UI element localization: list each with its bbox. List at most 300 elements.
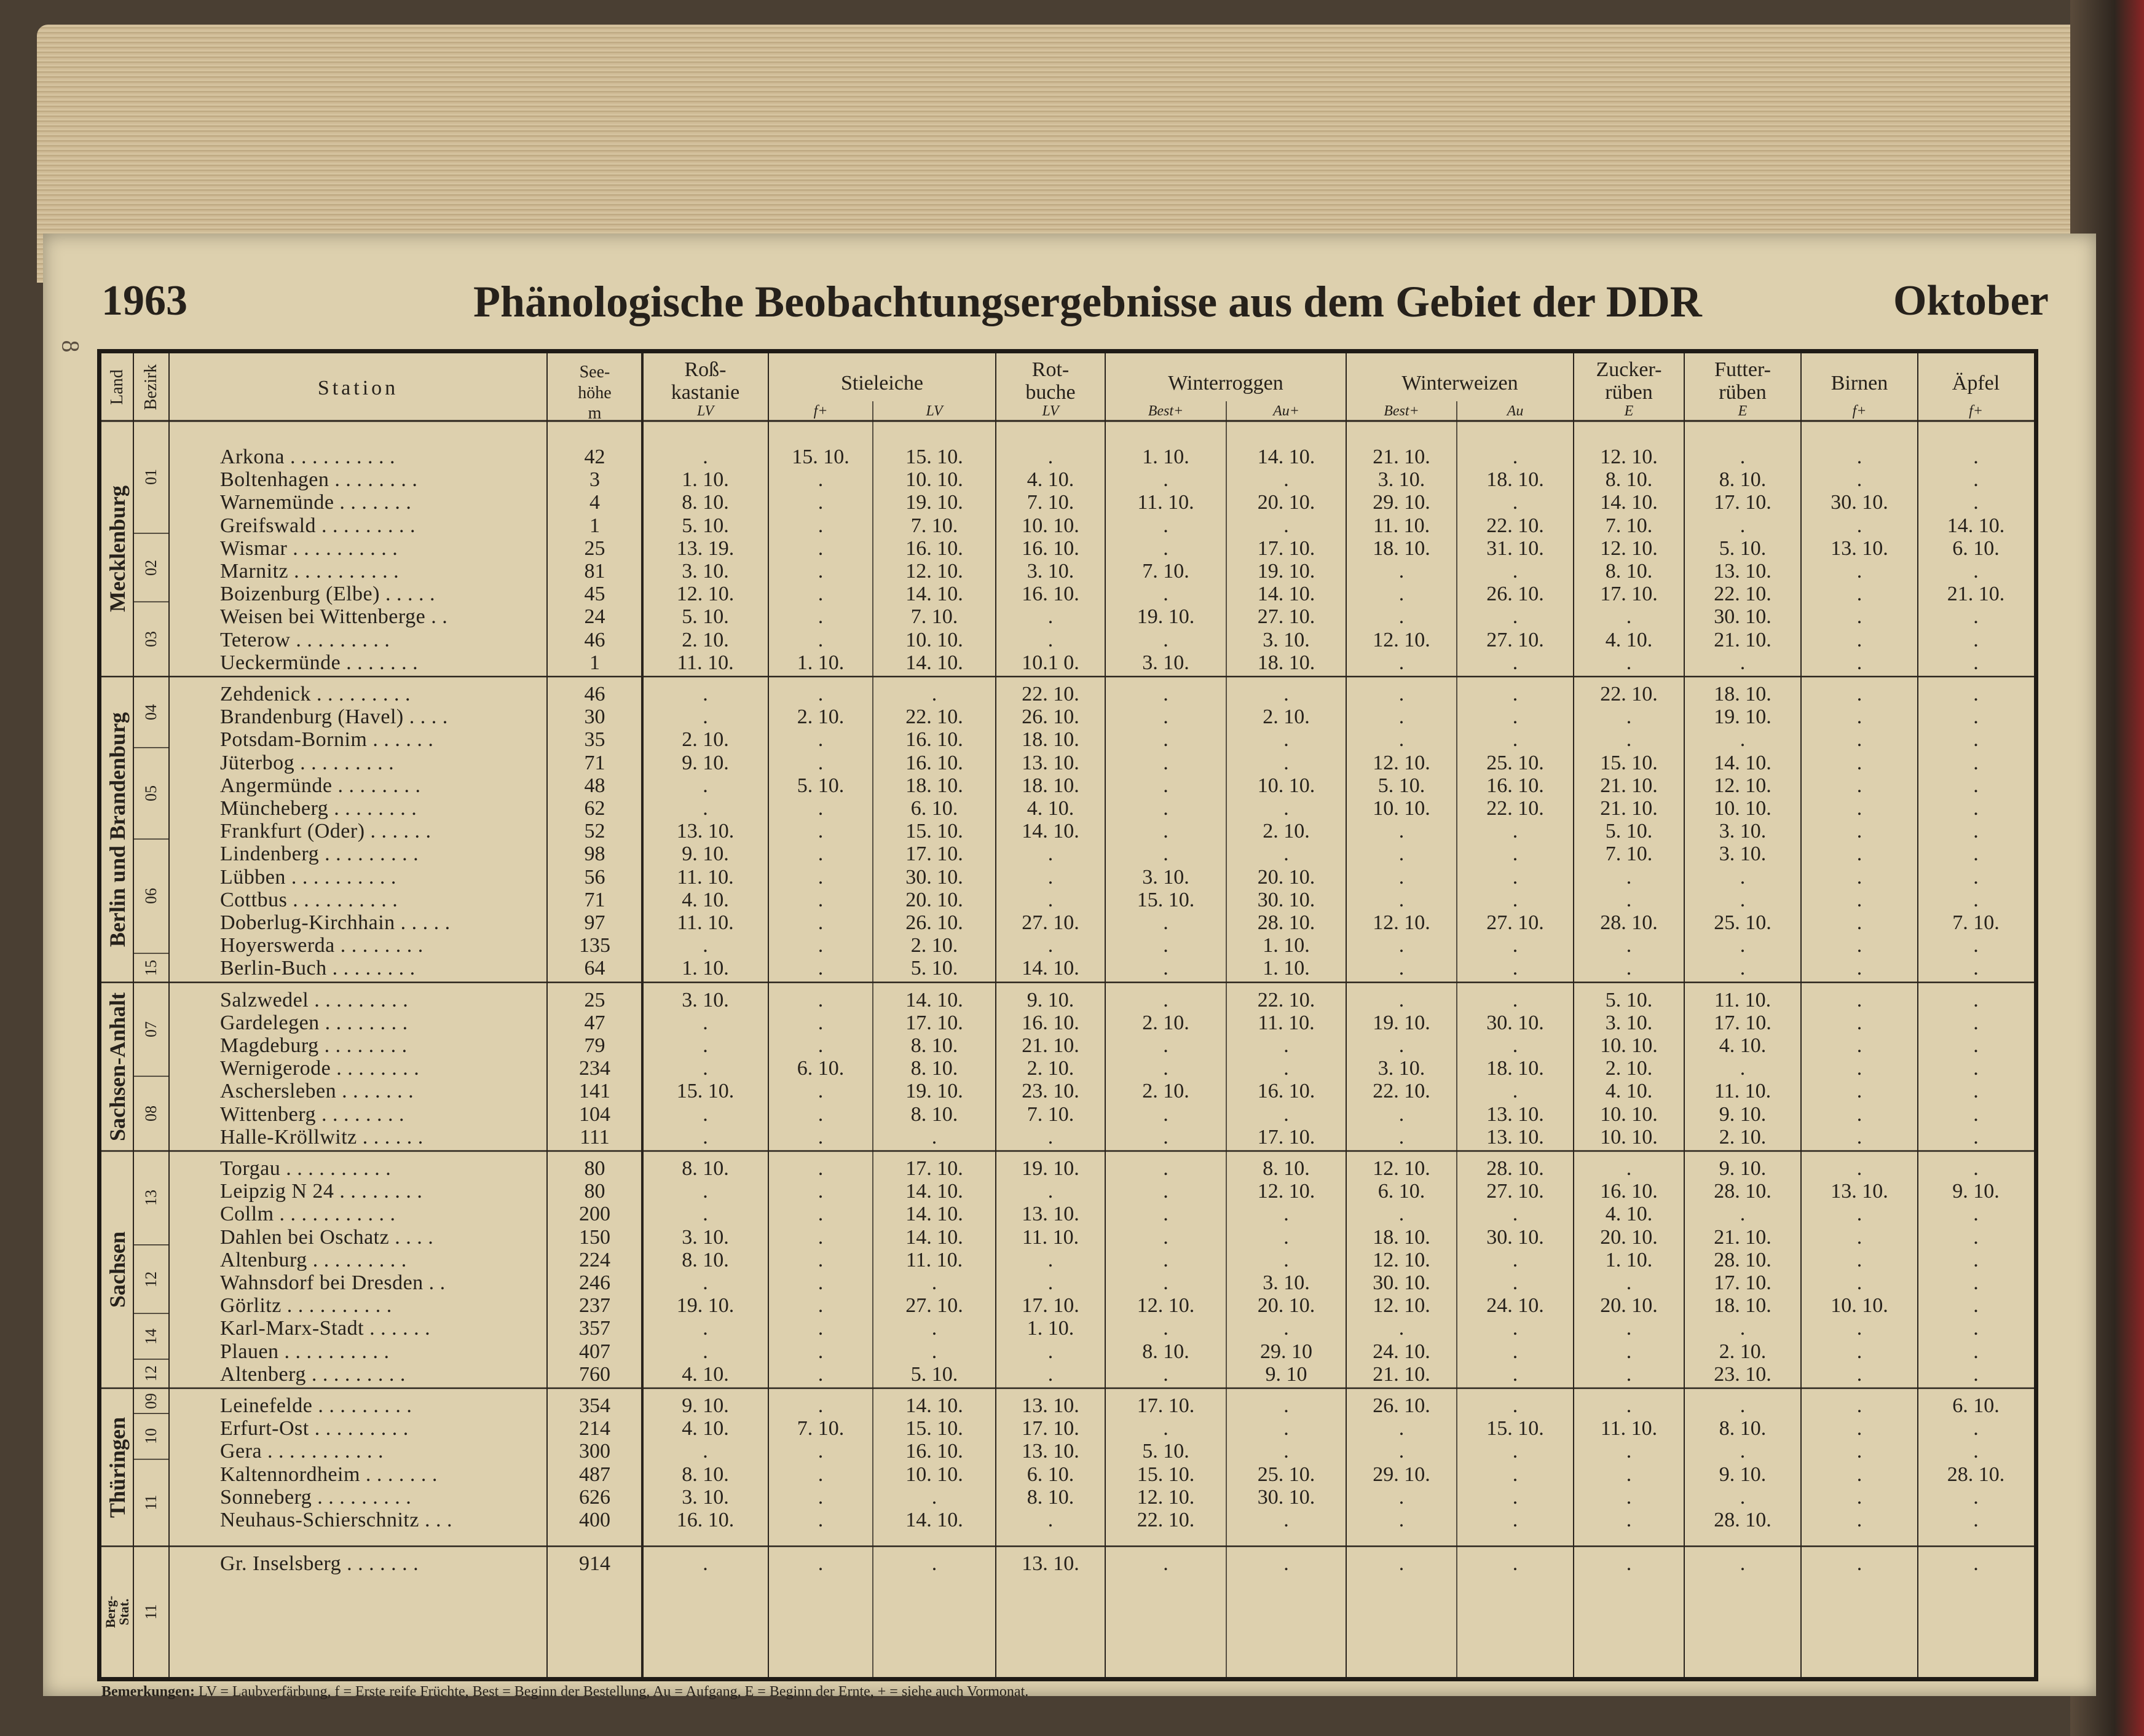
observation-date: . xyxy=(1047,1509,1054,1531)
observation-date: . xyxy=(703,774,708,797)
observation-date: . xyxy=(1740,1317,1746,1340)
station-height: 1 xyxy=(589,514,600,537)
observation-date: . xyxy=(1740,934,1746,957)
observation-date: 4. 10. xyxy=(1605,1203,1653,1226)
observation-date: . xyxy=(1856,1463,1862,1486)
observation-date: . xyxy=(1398,651,1405,674)
station-name: Plauen . . . . . . . . . . xyxy=(220,1340,390,1363)
observation-date: . xyxy=(1398,842,1405,866)
observation-date: 23. 10. xyxy=(1714,1362,1772,1386)
observation-date: . xyxy=(1398,1034,1405,1057)
bezirk-code: 08 xyxy=(142,1106,160,1122)
observation-date: . xyxy=(1973,1509,1979,1531)
observation-date: 4. 10. xyxy=(682,1417,729,1440)
observation-date: . xyxy=(931,1271,937,1294)
observation-date: . xyxy=(1856,797,1862,820)
observation-date: 3. 10. xyxy=(1263,1271,1310,1294)
observation-date: 21. 10. xyxy=(1714,1225,1772,1249)
observation-date: . xyxy=(1163,1317,1169,1340)
station-height: 1 xyxy=(589,651,600,674)
observation-date: . xyxy=(1512,820,1518,843)
observation-date: . xyxy=(1512,1271,1518,1294)
observation-date: . xyxy=(1283,1225,1289,1249)
observation-date: . xyxy=(818,491,824,514)
observation-date: 17. 10. xyxy=(1022,1417,1079,1440)
observation-date: 9. 10. xyxy=(1027,988,1074,1011)
observation-date: . xyxy=(931,683,937,705)
observation-date: . xyxy=(818,1248,824,1271)
observation-date: . xyxy=(1283,1394,1289,1417)
observation-date: . xyxy=(1856,751,1862,774)
observation-date: . xyxy=(1163,1057,1169,1080)
observation-date: 16. 10. xyxy=(905,728,963,752)
observation-date: 11. 10. xyxy=(677,651,734,674)
header-station: Station xyxy=(317,377,399,399)
observation-date: . xyxy=(818,888,824,911)
observation-date: . xyxy=(1283,797,1289,820)
observation-date: 4. 10. xyxy=(1605,1080,1653,1103)
page-number: 8 xyxy=(57,340,85,353)
observation-date: . xyxy=(1512,705,1518,729)
observation-date: . xyxy=(1398,1552,1405,1576)
station-height: 52 xyxy=(584,820,605,843)
bezirk-code: 07 xyxy=(142,1021,160,1037)
observation-date: . xyxy=(1973,1102,1979,1126)
station-name: Leipzig N 24 . . . . . . . . xyxy=(220,1180,423,1203)
observation-date: . xyxy=(1398,1125,1405,1149)
observation-date: . xyxy=(818,1125,824,1149)
observation-date: . xyxy=(1973,888,1979,911)
observation-date: . xyxy=(1973,1125,1979,1149)
observation-date: . xyxy=(818,560,824,583)
observation-date: 3. 10. xyxy=(1142,651,1189,674)
observation-date: . xyxy=(1626,865,1632,889)
observation-date: 6. 10. xyxy=(797,1057,845,1080)
observation-date: . xyxy=(1626,1362,1632,1386)
observation-date: 14. 10. xyxy=(1257,446,1315,468)
observation-date: . xyxy=(1973,1011,1979,1034)
observation-date: 27. 10. xyxy=(1486,1180,1544,1203)
observation-date: 26. 10. xyxy=(1022,705,1079,729)
observation-date: 4. 10. xyxy=(1027,468,1074,492)
observation-date: . xyxy=(1283,1102,1289,1126)
observation-date: . xyxy=(1398,683,1405,705)
observation-date: . xyxy=(1512,888,1518,911)
observation-date: . xyxy=(1973,1248,1979,1271)
observation-date: . xyxy=(1398,934,1405,957)
observation-date: . xyxy=(1512,1394,1518,1417)
observation-date: . xyxy=(818,1485,824,1509)
observation-date: . xyxy=(1512,1362,1518,1386)
observation-date: . xyxy=(1283,1509,1289,1531)
observation-date: 18. 10. xyxy=(1486,1057,1544,1080)
observation-date: . xyxy=(1626,1509,1632,1531)
observation-date: . xyxy=(1163,1125,1169,1149)
observation-date: . xyxy=(1398,605,1405,629)
observation-date: . xyxy=(703,1271,708,1294)
land-label: Thüringen xyxy=(105,1416,130,1518)
observation-date: 12. 10. xyxy=(676,583,735,606)
station-name: Dahlen bei Oschatz . . . . xyxy=(220,1225,434,1249)
observation-date: . xyxy=(1047,842,1054,866)
station-height: 357 xyxy=(579,1317,610,1340)
observation-date: 2. 10. xyxy=(1605,1057,1653,1080)
observation-date: 5. 10. xyxy=(682,514,729,537)
observation-date: . xyxy=(1283,514,1289,537)
observation-date: 9. 10. xyxy=(682,751,729,774)
footnote xyxy=(101,1684,1028,1700)
observation-date: . xyxy=(1856,934,1862,957)
observation-date: 8. 10. xyxy=(1027,1485,1074,1509)
bezirk-code: 02 xyxy=(142,559,160,576)
observation-date: 22. 10. xyxy=(1486,514,1544,537)
station-name: Neuhaus-Schierschnitz . . . xyxy=(220,1509,452,1531)
observation-date: . xyxy=(1856,988,1862,1011)
observation-date: 10. 10. xyxy=(1257,774,1315,797)
observation-date: . xyxy=(1626,1463,1632,1486)
observation-date: 10. 10. xyxy=(1600,1102,1658,1126)
observation-date: 25. 10. xyxy=(1486,751,1544,774)
observation-date: . xyxy=(1856,683,1862,705)
station-height: 79 xyxy=(584,1034,605,1057)
observation-date: 30. 10. xyxy=(1831,491,1888,514)
observation-date: 13. 19. xyxy=(676,536,735,560)
observation-date: 20. 10. xyxy=(1257,865,1315,889)
observation-date: . xyxy=(1740,728,1746,752)
observation-date: 27. 10. xyxy=(1022,911,1079,934)
observation-date: . xyxy=(1512,605,1518,629)
observation-date: 12. 10. xyxy=(1600,446,1658,468)
observation-date: . xyxy=(931,1317,937,1340)
observation-date: 21. 10. xyxy=(1600,774,1658,797)
observation-date: 22. 10. xyxy=(1714,583,1772,606)
station-name: Berlin-Buch . . . . . . . . xyxy=(220,957,416,980)
header-bezirk: Bezirk xyxy=(141,364,160,410)
observation-date: 20. 10. xyxy=(1257,491,1315,514)
observation-date: 27. 10. xyxy=(1486,911,1544,934)
land-label: Berlin und Brandenburg xyxy=(105,712,130,947)
observation-date: . xyxy=(1973,774,1979,797)
observation-date: . xyxy=(1163,628,1169,651)
observation-date: 17. 10. xyxy=(1022,1294,1079,1318)
observation-date: 9. 10. xyxy=(1719,1157,1767,1180)
observation-date: . xyxy=(1398,1317,1405,1340)
station-height: 30 xyxy=(584,705,605,729)
station-name: Wismar . . . . . . . . . . xyxy=(220,536,398,560)
observation-date: 2. 10. xyxy=(1719,1340,1767,1363)
observation-date: . xyxy=(1163,705,1169,729)
observation-date: . xyxy=(1973,1417,1979,1440)
observation-date: 2. 10. xyxy=(1027,1057,1074,1080)
observation-date: . xyxy=(1512,1248,1518,1271)
observation-date: . xyxy=(1626,605,1632,629)
observation-date: . xyxy=(703,1340,708,1363)
observation-date: 15. 10. xyxy=(792,446,849,468)
observation-date: 5. 10. xyxy=(1142,1440,1189,1463)
header-group-6: Futter- rüben xyxy=(1714,358,1771,404)
observation-date: 14. 10. xyxy=(1714,751,1772,774)
observation-date: . xyxy=(1856,1203,1862,1226)
observation-date: . xyxy=(1856,1417,1862,1440)
observation-date: 19. 10. xyxy=(905,491,963,514)
observation-date: . xyxy=(1740,957,1746,980)
observation-date: . xyxy=(1973,1080,1979,1103)
observation-date: 13. 10. xyxy=(1831,536,1888,560)
observation-date: . xyxy=(1856,1125,1862,1149)
observation-date: 11. 10. xyxy=(1137,491,1194,514)
observation-date: 8. 10. xyxy=(910,1034,958,1057)
observation-date: . xyxy=(1047,865,1054,889)
station-height: 914 xyxy=(579,1552,610,1576)
observation-date: 22. 10. xyxy=(1257,988,1315,1011)
observation-date: . xyxy=(1163,1271,1169,1294)
observation-date: . xyxy=(1398,1203,1405,1226)
observation-date: . xyxy=(1626,888,1632,911)
observation-date: 10. 10. xyxy=(1022,514,1079,537)
observation-date: . xyxy=(1973,446,1979,468)
observation-date: 1. 10. xyxy=(682,468,729,492)
land-label: Mecklenburg xyxy=(105,485,130,612)
observation-date: . xyxy=(1973,1057,1979,1080)
observation-date: 28. 10. xyxy=(1714,1248,1772,1271)
observation-date: . xyxy=(1512,1034,1518,1057)
observation-date: . xyxy=(1283,683,1289,705)
observation-date: 19. 10. xyxy=(1137,605,1195,629)
observation-date: . xyxy=(1856,865,1862,889)
observation-date: 12. 10. xyxy=(1373,628,1430,651)
station-height: 111 xyxy=(580,1125,610,1149)
observation-date: 11. 10. xyxy=(1714,988,1772,1011)
observation-date: . xyxy=(818,1440,824,1463)
observation-date: 13. 10. xyxy=(1831,1180,1888,1203)
station-name: Gera . . . . . . . . . . . xyxy=(220,1440,384,1463)
observation-date: 16. 10. xyxy=(1600,1180,1658,1203)
station-name: Wernigerode . . . . . . . . xyxy=(220,1057,420,1080)
observation-date: 4. 10. xyxy=(1719,1034,1767,1057)
observation-date: . xyxy=(1626,705,1632,729)
observation-date: . xyxy=(1512,1552,1518,1576)
observation-date: . xyxy=(1283,842,1289,866)
observation-date: . xyxy=(818,1034,824,1057)
observation-date: 1. 10. xyxy=(1263,957,1310,980)
observation-date: 19. 10. xyxy=(905,1080,963,1103)
station-height: 407 xyxy=(579,1340,610,1363)
observation-date: 10. 10. xyxy=(905,628,963,651)
bezirk-code: 14 xyxy=(142,1328,160,1345)
station-height: 48 xyxy=(584,774,605,797)
observation-date: . xyxy=(1512,1440,1518,1463)
observation-date: 3. 10. xyxy=(1377,468,1425,492)
observation-date: 6. 10. xyxy=(1952,1394,2000,1417)
observation-date: 28. 10. xyxy=(1947,1463,2005,1486)
observation-date: . xyxy=(818,1271,824,1294)
observation-date: . xyxy=(1740,888,1746,911)
land-label: Sachsen xyxy=(105,1231,130,1308)
observation-date: . xyxy=(931,1125,937,1149)
observation-date: . xyxy=(1512,865,1518,889)
observation-date: . xyxy=(703,446,708,468)
observation-date: . xyxy=(931,1552,937,1576)
observation-date: . xyxy=(818,628,824,651)
observation-date: 30. 10. xyxy=(905,865,963,889)
observation-date: . xyxy=(703,705,708,729)
observation-date: . xyxy=(1973,820,1979,843)
observation-date: . xyxy=(1163,988,1169,1011)
observation-date: 22. 10. xyxy=(1137,1509,1195,1531)
observation-date: 8. 10. xyxy=(682,1157,729,1180)
observation-date: . xyxy=(1047,605,1054,629)
observation-date: 18. 10. xyxy=(1373,536,1430,560)
observation-date: . xyxy=(1512,988,1518,1011)
observation-date: . xyxy=(1626,1440,1632,1463)
observation-date: 16. 10. xyxy=(1022,536,1079,560)
station-height: 224 xyxy=(579,1248,610,1271)
station-height: 98 xyxy=(584,842,605,866)
observation-date: . xyxy=(1163,1157,1169,1180)
observation-date: 19. 10. xyxy=(676,1294,735,1318)
observation-date: . xyxy=(1856,583,1862,606)
observation-date: 22. 10. xyxy=(1600,683,1658,705)
observation-date: 25. 10. xyxy=(1714,911,1772,934)
observation-date: 11. 10. xyxy=(1022,1225,1079,1249)
observation-date: . xyxy=(1740,1440,1746,1463)
observation-date: . xyxy=(818,1225,824,1249)
observation-date: . xyxy=(1856,820,1862,843)
header-sub-0-0: LV xyxy=(696,403,714,419)
observation-date: . xyxy=(1626,651,1632,674)
station-height: 62 xyxy=(584,797,605,820)
observation-date: . xyxy=(1626,1552,1632,1576)
observation-date: . xyxy=(1398,1417,1405,1440)
observation-date: . xyxy=(1163,1203,1169,1226)
observation-date: . xyxy=(1398,957,1405,980)
station-name: Weisen bei Wittenberge . . xyxy=(220,605,448,629)
observation-date: 8. 10. xyxy=(910,1057,958,1080)
station-name: Boizenburg (Elbe) . . . . . xyxy=(220,583,435,606)
observation-date: . xyxy=(1398,583,1405,606)
observation-date: 13. 10. xyxy=(1022,1203,1079,1226)
observation-date: 10. 10. xyxy=(905,1463,963,1486)
observation-date: . xyxy=(1283,1203,1289,1226)
observation-date: 10. 10. xyxy=(1373,797,1430,820)
observation-date: 18. 10. xyxy=(1022,774,1079,797)
observation-date: 30. 10. xyxy=(1714,605,1772,629)
observation-date: . xyxy=(1626,1394,1632,1417)
station-height: 246 xyxy=(579,1271,610,1294)
station-name: Teterow . . . . . . . . . xyxy=(220,628,390,651)
observation-date: . xyxy=(703,1203,708,1226)
observation-date: 14. 10. xyxy=(905,1203,963,1226)
observation-date: . xyxy=(1163,1180,1169,1203)
observation-date: 18. 10. xyxy=(1257,651,1315,674)
observation-date: . xyxy=(703,1102,708,1126)
observation-date: 2. 10. xyxy=(1142,1011,1189,1034)
observation-date: . xyxy=(818,1203,824,1226)
observation-date: 28. 10. xyxy=(1714,1509,1772,1531)
observation-date: 16. 10. xyxy=(1022,1011,1079,1034)
header-sub-1-1: LV xyxy=(926,403,943,419)
observation-date: . xyxy=(1163,1248,1169,1271)
page-title: Phänologische Beobachtungsergebnisse aus dem Gebiet der DDR xyxy=(473,277,1702,326)
observation-date: . xyxy=(1512,491,1518,514)
observation-date: 13. 10. xyxy=(1714,560,1772,583)
observation-date: 1. 10. xyxy=(1605,1248,1653,1271)
station-name: Greifswald . . . . . . . . . xyxy=(220,514,416,537)
station-height: 4 xyxy=(589,491,600,514)
observation-date: . xyxy=(1856,1440,1862,1463)
observation-date: 12. 10. xyxy=(1373,1157,1430,1180)
observation-date: 17. 10. xyxy=(1257,1125,1315,1149)
observation-date: . xyxy=(1856,1394,1862,1417)
observation-date: 14. 10. xyxy=(905,1509,963,1531)
observation-date: 4. 10. xyxy=(1027,797,1074,820)
observation-date: . xyxy=(1740,1394,1746,1417)
observation-date: 17. 10. xyxy=(1714,1271,1772,1294)
observation-date: . xyxy=(1973,1440,1979,1463)
land-label: Sachsen-Anhalt xyxy=(105,992,130,1141)
station-height: 25 xyxy=(584,536,605,560)
observation-date: 16. 10. xyxy=(676,1509,735,1531)
page-month: Oktober xyxy=(1893,277,2049,324)
observation-date: . xyxy=(1512,446,1518,468)
observation-date: 9. 10. xyxy=(1719,1463,1767,1486)
observation-date: . xyxy=(1163,1417,1169,1440)
station-name: Wittenberg . . . . . . . . xyxy=(220,1102,404,1126)
observation-date: . xyxy=(818,605,824,629)
observation-date: 2. 10. xyxy=(910,934,958,957)
station-name: Salzwedel . . . . . . . . . xyxy=(220,988,409,1011)
observation-date: 21. 10. xyxy=(1373,1362,1430,1386)
observation-date: 18. 10. xyxy=(1373,1225,1430,1249)
observation-date: . xyxy=(818,820,824,843)
observation-date: . xyxy=(1856,888,1862,911)
observation-date: 13. 10. xyxy=(1022,1552,1079,1576)
bezirk-code: 15 xyxy=(142,960,160,976)
observation-date: . xyxy=(1163,1034,1169,1057)
observation-date: 19. 10. xyxy=(1257,560,1315,583)
observation-date: . xyxy=(1973,1362,1979,1386)
observation-date: . xyxy=(1856,1362,1862,1386)
observation-date: . xyxy=(1512,1340,1518,1363)
observation-date: 3. 10. xyxy=(1027,560,1074,583)
station-height: 200 xyxy=(579,1203,610,1226)
station-name: Sonneberg . . . . . . . . . xyxy=(220,1485,412,1509)
observation-date: . xyxy=(1283,751,1289,774)
station-name: Leinefelde . . . . . . . . . xyxy=(220,1394,412,1417)
observation-date: 12. 10. xyxy=(1714,774,1772,797)
observation-date: 8. 10. xyxy=(910,1102,958,1126)
header-group-1: Stieleiche xyxy=(840,372,924,395)
observation-date: . xyxy=(818,1317,824,1340)
observation-date: . xyxy=(1740,1552,1746,1576)
observation-date: 12. 10. xyxy=(1373,1248,1430,1271)
observation-date: 13. 10. xyxy=(1022,1440,1079,1463)
observation-date: . xyxy=(931,1340,937,1363)
station-height: 237 xyxy=(579,1294,610,1318)
observation-date: . xyxy=(1283,1057,1289,1080)
observation-date: 5. 10. xyxy=(910,957,958,980)
observation-date: 10. 10. xyxy=(1714,797,1772,820)
observation-date: 14. 10. xyxy=(905,1225,963,1249)
observation-date: . xyxy=(1398,865,1405,889)
footnote-text: LV = Laubverfärbung, f = Erste reife Früchte, Best = Beginn der Bestellung, Au = Aufgang, E = Beginn der Ernte, + = siehe auch Vormonat. xyxy=(199,1684,1029,1700)
observation-date: . xyxy=(1856,446,1862,468)
observation-date: 21. 10. xyxy=(1600,797,1658,820)
observation-date: 28. 10. xyxy=(1257,911,1315,934)
observation-date: 9. 10. xyxy=(682,842,729,866)
observation-date: 7. 10. xyxy=(1142,560,1189,583)
observation-date: . xyxy=(1740,651,1746,674)
